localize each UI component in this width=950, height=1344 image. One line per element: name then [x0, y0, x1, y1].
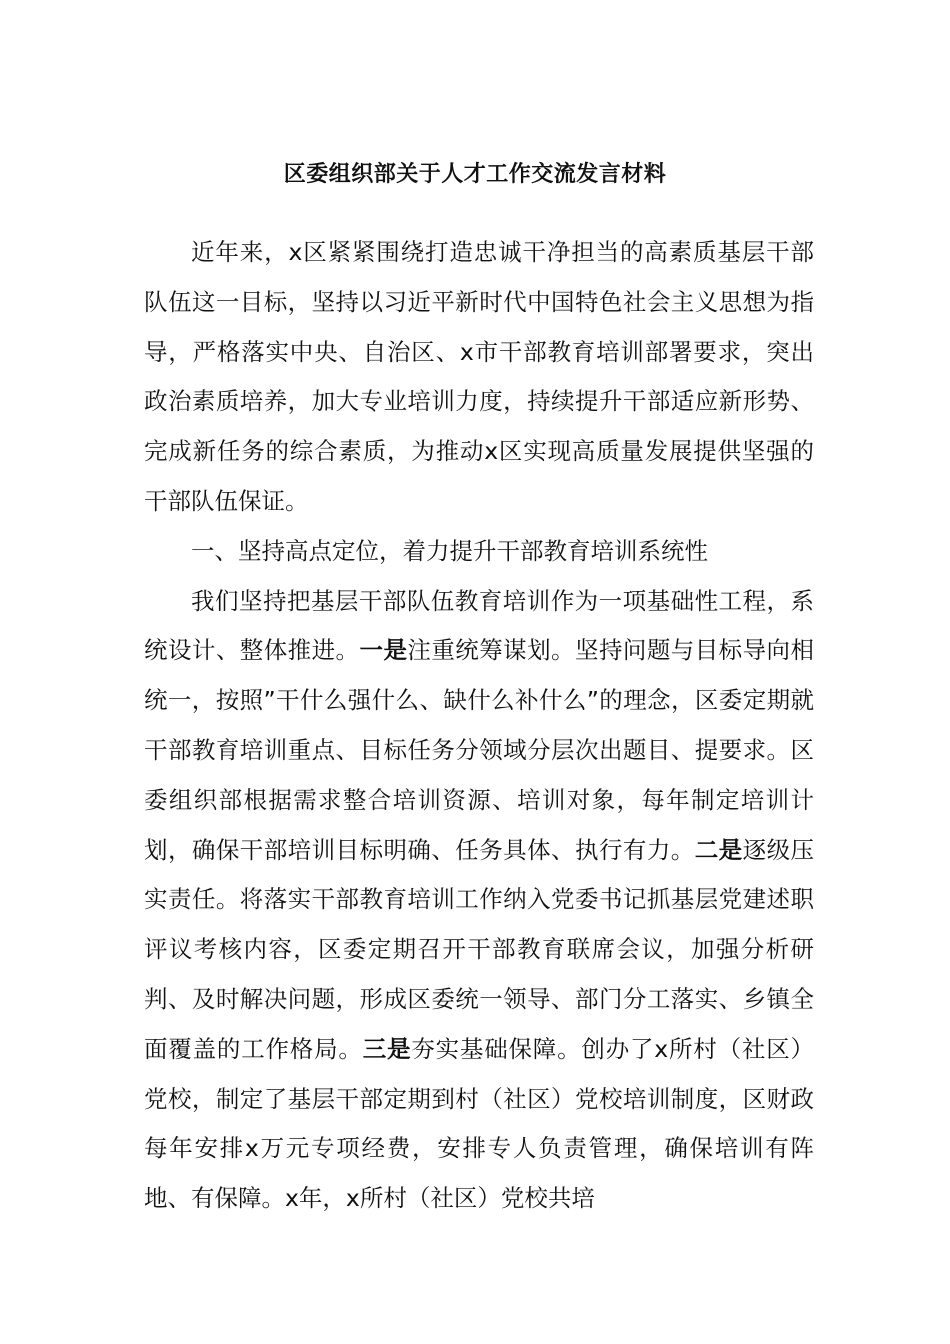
point-3-text: 夯实基础保障。创办了x所村（社区）党校，制定了基层干部定期到村（社区）党校培训制度，区财政每年安排x万元专项经费，安排专人负责管理，确保培训有阵地、有保障。x年，x所村（社区）党校共培: [144, 1034, 815, 1213]
paragraph-lead: 我们坚持把基层干部队伍教育培训作为一项基础性工程，系统设计、整体推进。: [144, 586, 814, 665]
document-body: [144, 228, 814, 1224]
point-1-text: 注重统筹谋划。坚持问题与目标导向相统一，按照”干什么强什么、缺什么补什么”的理念，区委定期就干部教育培训重点、目标任务分领域分层次出题目、提要求。区委组织部根据需求整合培训资源、培训对象，每年制定培训计划，确保干部培训目标明确、任务具体、执行有力。: [144, 636, 815, 864]
point-2-text: 逐级压实责任。将落实干部教育培训工作纳入党委书记抓基层党建述职评议考核内容，区委定期召开干部教育联席会议，加强分析研判、及时解决问题，形成区委统一领导、部门分工落实、乡镇全面覆盖的工作格局。: [144, 835, 815, 1063]
section-1-paragraph: [144, 577, 814, 1224]
point-3-label: 三是: [362, 1034, 412, 1063]
point-2-label: 二是: [694, 835, 743, 864]
section-heading-1: 一、坚持高点定位，着力提升干部教育培训系统性: [191, 536, 708, 565]
document-title: 区委组织部关于人才工作交流发言材料: [283, 162, 667, 187]
intro-paragraph: 近年来，x区紧紧围绕打造忠诚干净担当的高素质基层干部队伍这一目标，坚持以习近平新时代中国特色社会主义思想为指导，严格落实中央、自治区、x市干部教育培训部署要求，突出政治素质培养，加大专业培训力度，持续提升干部适应新形势、完成新任务的综合素质，为推动x区实现高质量发展提供坚强的干部队伍保证。: [144, 238, 814, 515]
point-1-label: 一是: [359, 636, 408, 665]
